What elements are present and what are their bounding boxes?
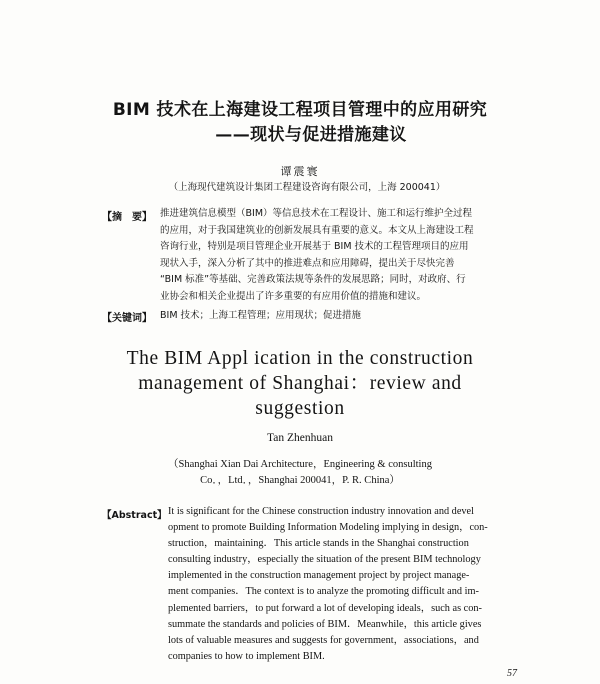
page-number: 57	[507, 668, 517, 679]
abstract-en-line: consulting industry，especially the situation of the present BIM technology	[168, 554, 481, 566]
abstract-en-line: summate the standards and policies of BIM．Meanwhile，this article gives	[168, 618, 482, 630]
abstract-en-line: struction，maintaining．This article stands in the Shanghai construction	[168, 538, 469, 550]
affiliation-cn: （上海现代建筑设计集团工程建设咨询有限公司，上海 200041）	[168, 182, 446, 193]
affiliation-en-line1: （Shanghai Xian Dai Architecture，Engineering & consulting	[168, 459, 432, 470]
abstract-en-line: It is significant for the Chinese construction industry innovation and devel	[168, 506, 474, 517]
author-en: Tan Zhenhuan	[267, 432, 333, 444]
title-cn-line1: BIM 技术在上海建设工程项目管理中的应用研究	[112, 100, 488, 120]
abstract-cn-line: “BIM 标准”等基础、完善政策法规等条件的发展思路；同时，对政府、行	[160, 274, 466, 286]
title-cn-line2: ——现状与促进措施建议	[215, 125, 407, 145]
keywords-cn-text: BIM 技术；上海工程管理；应用现状；促进措施	[160, 310, 362, 321]
author-cn: 谭震寰	[280, 165, 320, 178]
abstract-en-body	[168, 504, 508, 665]
abstract-cn-line: 推进建筑信息模型（BIM）等信息技术在工程设计、施工和运行维护全过程	[160, 208, 473, 219]
abstract-cn-line: 咨询行业，特别是项目管理企业开展基于 BIM 技术的工程管理项目的应用	[160, 241, 469, 253]
title-en-line1: The BIM Appl ication in the construction	[126, 348, 474, 369]
title-en-line3: suggestion	[255, 398, 345, 419]
affiliation-en-line2: Co．，Ltd．，Shanghai 200041，P. R. China）	[200, 475, 400, 486]
title-en-line2: management of Shanghai：review and	[138, 373, 462, 394]
abstract-cn-line: 现状入手，深入分析了其中的推进难点和应用障碍，提出关于尽快完善	[160, 257, 455, 269]
abstract-en-line: lots of valuable measures and suggests for government，associations，and	[168, 634, 479, 646]
abstract-cn-line: 的应用，对于我国建筑业的创新发展具有重要的意义。本文从上海建设工程	[160, 224, 474, 236]
abstract-en-label: 【Abstract】	[102, 510, 167, 521]
abstract-en-line: companies to how to implement BIM.	[168, 650, 325, 662]
abstract-cn-label: 【摘 要】	[102, 212, 152, 223]
abstract-en-line: plemented barriers，to put forward a lot of developing ideals，such as con-	[168, 602, 482, 614]
abstract-en-line: opment to promote Building Information Modeling implying in design，con-	[168, 522, 488, 534]
abstract-en-line: ment companies．The context is to analyze the promoting difficult and im-	[168, 586, 479, 598]
keywords-cn-label: 【关键词】	[102, 313, 152, 324]
abstract-cn-body	[160, 206, 530, 306]
abstract-cn-line: 业协会和相关企业提出了许多重要的有应用价值的措施和建议。	[160, 290, 427, 302]
abstract-en-line: implemented in the construction management project by project manage-	[168, 570, 470, 582]
